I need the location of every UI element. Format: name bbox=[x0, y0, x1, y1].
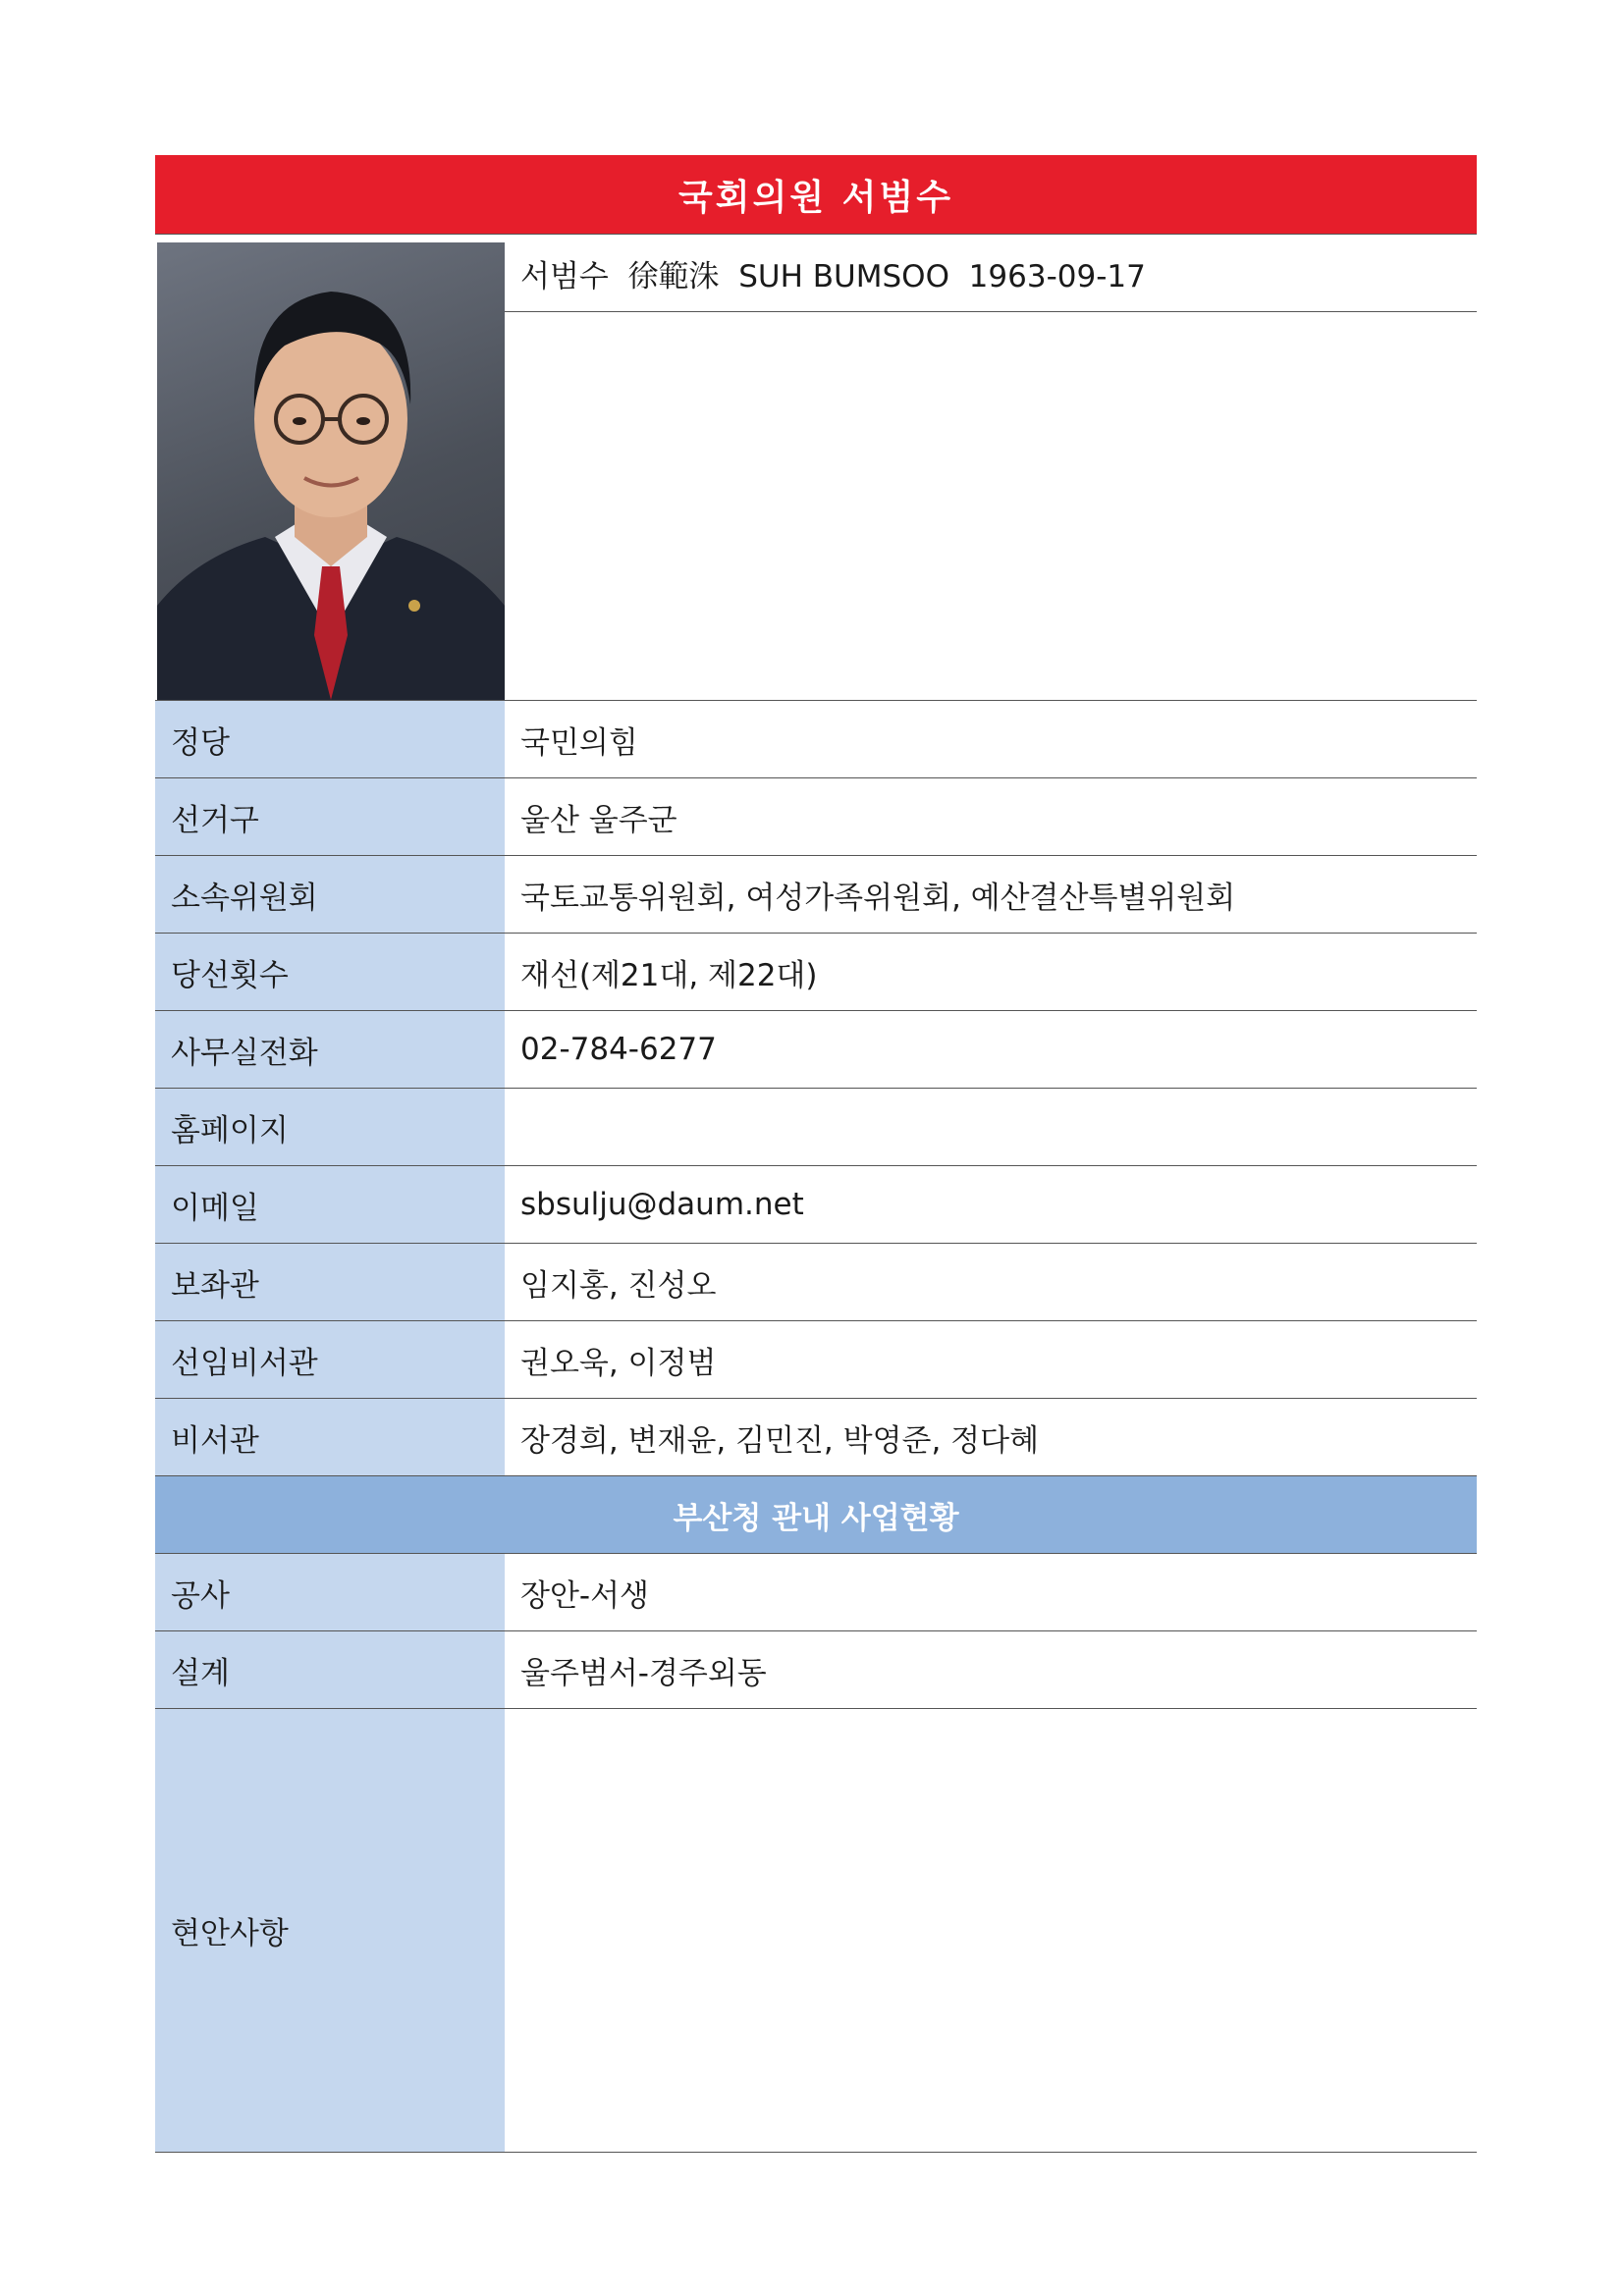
info-value: 02-784-6277 bbox=[520, 1032, 717, 1067]
info-label: 홈페이지 bbox=[155, 1089, 505, 1165]
info-value: 울산 울주군 bbox=[520, 802, 677, 838]
info-value: 임지홍, 진성오 bbox=[520, 1267, 717, 1304]
name-line: 서범수 徐範洙 SUH BUMSOO 1963-09-17 bbox=[505, 235, 1477, 312]
info-value: 권오욱, 이정범 bbox=[520, 1345, 717, 1381]
profile-block bbox=[155, 235, 1477, 701]
info-value: sbsulju@daum.net bbox=[520, 1187, 804, 1222]
info-row-senior-secretaries bbox=[155, 1321, 1477, 1399]
info-label: 사무실전화 bbox=[155, 1011, 505, 1088]
issues-row bbox=[155, 1709, 1477, 2153]
info-row-terms bbox=[155, 934, 1477, 1011]
info-value: 국토교통위원회, 여성가족위원회, 예산결산특별위원회 bbox=[520, 880, 1236, 916]
info-label: 선임비서관 bbox=[155, 1321, 505, 1398]
profile-sheet bbox=[155, 155, 1477, 2153]
issues-value bbox=[505, 1709, 1477, 2152]
issues-label: 현안사항 bbox=[155, 1709, 505, 2152]
info-value: 장경희, 변재윤, 김민진, 박영준, 정다혜 bbox=[520, 1422, 1040, 1459]
section-title: 부산청 관내 사업현황 bbox=[155, 1476, 1477, 1554]
info-row-committee bbox=[155, 856, 1477, 934]
project-row-construction bbox=[155, 1554, 1477, 1631]
info-label: 당선횟수 bbox=[155, 934, 505, 1010]
info-label: 선거구 bbox=[155, 778, 505, 855]
info-label: 비서관 bbox=[155, 1399, 505, 1475]
info-row-aides bbox=[155, 1244, 1477, 1321]
info-row-party bbox=[155, 701, 1477, 778]
info-value bbox=[505, 1089, 1477, 1165]
info-label: 이메일 bbox=[155, 1166, 505, 1243]
project-label: 공사 bbox=[155, 1554, 505, 1630]
info-row-district bbox=[155, 778, 1477, 856]
portrait-photo bbox=[157, 242, 505, 700]
info-row-homepage bbox=[155, 1089, 1477, 1166]
info-value: 재선(제21대, 제22대) bbox=[520, 957, 818, 993]
profile-details bbox=[505, 235, 1477, 700]
info-table bbox=[155, 701, 1477, 1476]
info-label: 보좌관 bbox=[155, 1244, 505, 1320]
info-value: 국민의힘 bbox=[520, 724, 638, 761]
project-label: 설계 bbox=[155, 1631, 505, 1708]
page-title: 국회의원 서범수 bbox=[155, 155, 1477, 235]
info-row-phone bbox=[155, 1011, 1477, 1089]
project-table bbox=[155, 1554, 1477, 2153]
info-label: 소속위원회 bbox=[155, 856, 505, 933]
info-label: 정당 bbox=[155, 701, 505, 777]
info-row-secretaries bbox=[155, 1399, 1477, 1476]
project-row-design bbox=[155, 1631, 1477, 1709]
project-value: 울주범서-경주외동 bbox=[520, 1655, 767, 1691]
project-value: 장안-서생 bbox=[520, 1577, 649, 1614]
info-row-email bbox=[155, 1166, 1477, 1244]
photo-cell bbox=[155, 235, 505, 700]
